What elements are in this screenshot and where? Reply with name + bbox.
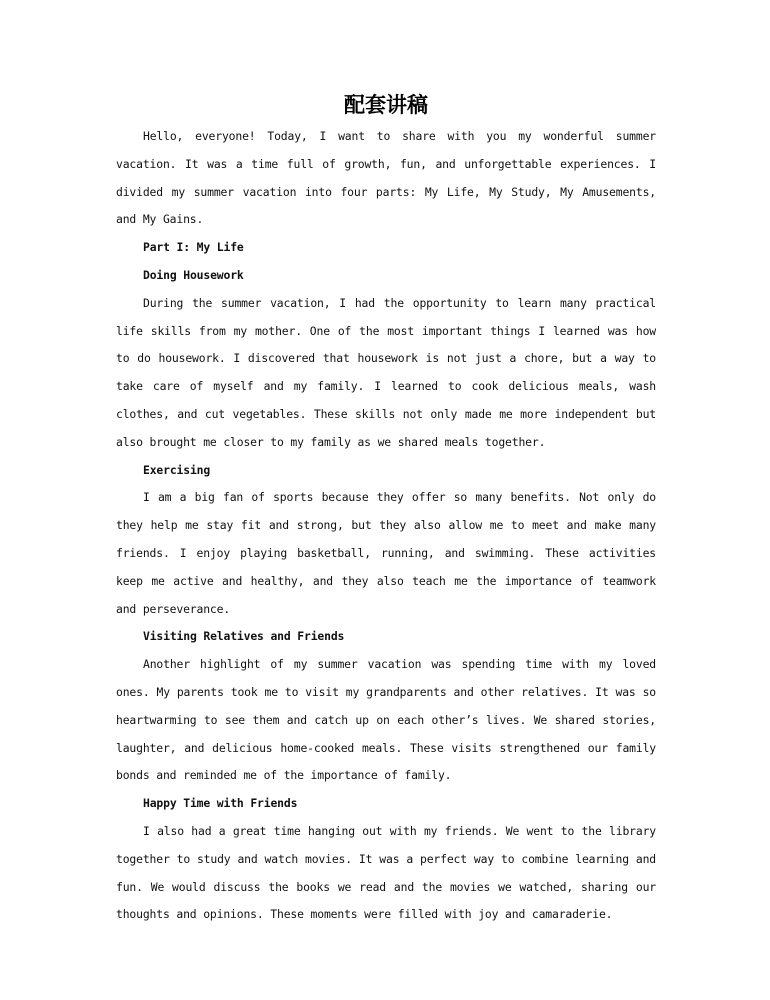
section-heading-exercising: Exercising	[143, 462, 211, 477]
section-paragraph-exercising: I am a big fan of sports because they offer so many benefits. Not only do they help me stay fit and strong, but they also allow me to meet and make many friends. I enjoy playing basketball, running, and swimming. These activities keep me active and healthy, and they also teach me the importance of teamwork and perseverance.	[116, 490, 656, 616]
part-heading: Part I: My Life	[143, 240, 244, 255]
section-heading-visiting: Visiting Relatives and Friends	[143, 629, 345, 644]
section-paragraph-visiting: Another highlight of my summer vacation was spending time with my loved ones. My parents took me to visit my grandparents and other relatives. It was so heartwarming to see them and catch up on each other’s lives. We shared stories, laughter, and delicious home-cooked meals. These visits strengthened our family bonds and reminded me of the importance of family.	[116, 657, 656, 783]
section-heading-housework: Doing Housework	[143, 267, 244, 282]
section-paragraph-housework: During the summer vacation, I had the opportunity to learn many practical life skills from my mother. One of the most important things I learned was how to do housework. I discovered that housework is not just a chore, but a way to take care of myself and my family. I learned to cook delicious meals, wash clothes, and cut vegetables. These skills not only made me more independent but also brought me closer to my family as we shared meals together.	[116, 295, 656, 449]
section-heading-friends: Happy Time with Friends	[143, 796, 298, 811]
section-paragraph-friends: I also had a great time hanging out with my friends. We went to the library together to study and watch movies. It was a perfect way to combine learning and fun. We would discuss the books we read and the movies we watched, sharing our thoughts and opinions. These moments were filled with joy and camaraderie.	[116, 823, 656, 922]
intro-paragraph: Hello, everyone! Today, I want to share with you my wonderful summer vacation. It was a time full of growth, fun, and unforgettable experiences. I divided my summer vacation into four parts: My Life, My Study, My Amusements, and My Gains.	[116, 129, 656, 227]
document-page	[116, 88, 656, 929]
document-title: 配套讲稿	[344, 92, 428, 117]
